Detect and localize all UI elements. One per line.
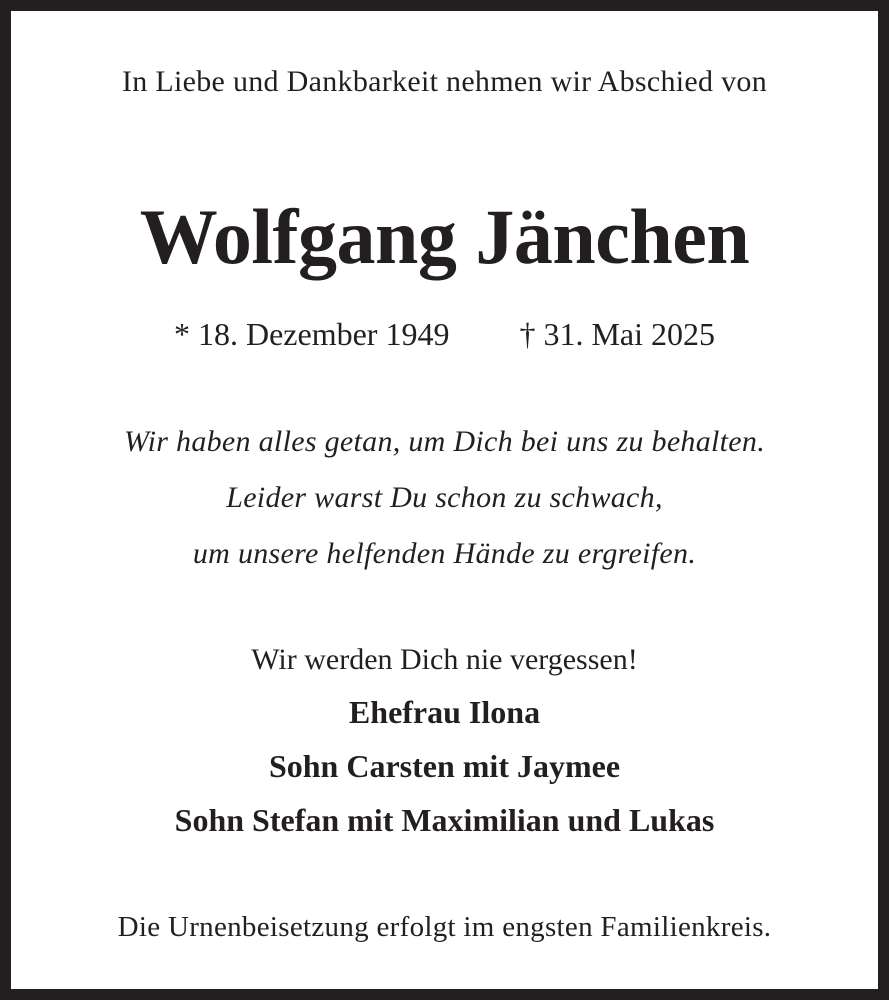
birth-date: * 18. Dezember 1949 [173,316,450,352]
burial-note: Die Urnenbeisetzung erfolgt im engsten Familienkreis. [117,911,772,943]
life-dates [11,316,878,353]
mourner-son-1: Sohn Carsten mit Jaymee [268,748,621,784]
mourner-spouse: Ehefrau Ilona [348,694,541,730]
verse-line-2: Leider warst Du schon zu schwach, [226,481,663,514]
death-date: † 31. Mai 2025 [519,316,715,352]
verse-line-3: um unsere helfenden Hände zu ergreifen. [192,537,697,570]
mourner-son-2: Sohn Stefan mit Maximilian und Lukas [174,802,715,838]
remembrance-text: Wir werden Dich nie vergessen! [251,643,638,676]
intro-text: In Liebe und Dankbarkeit nehmen wir Abschied von [121,65,768,98]
deceased-name: Wolfgang Jänchen [139,193,750,280]
verse-line-1: Wir haben alles getan, um Dich bei uns zu behalten. [123,425,766,458]
